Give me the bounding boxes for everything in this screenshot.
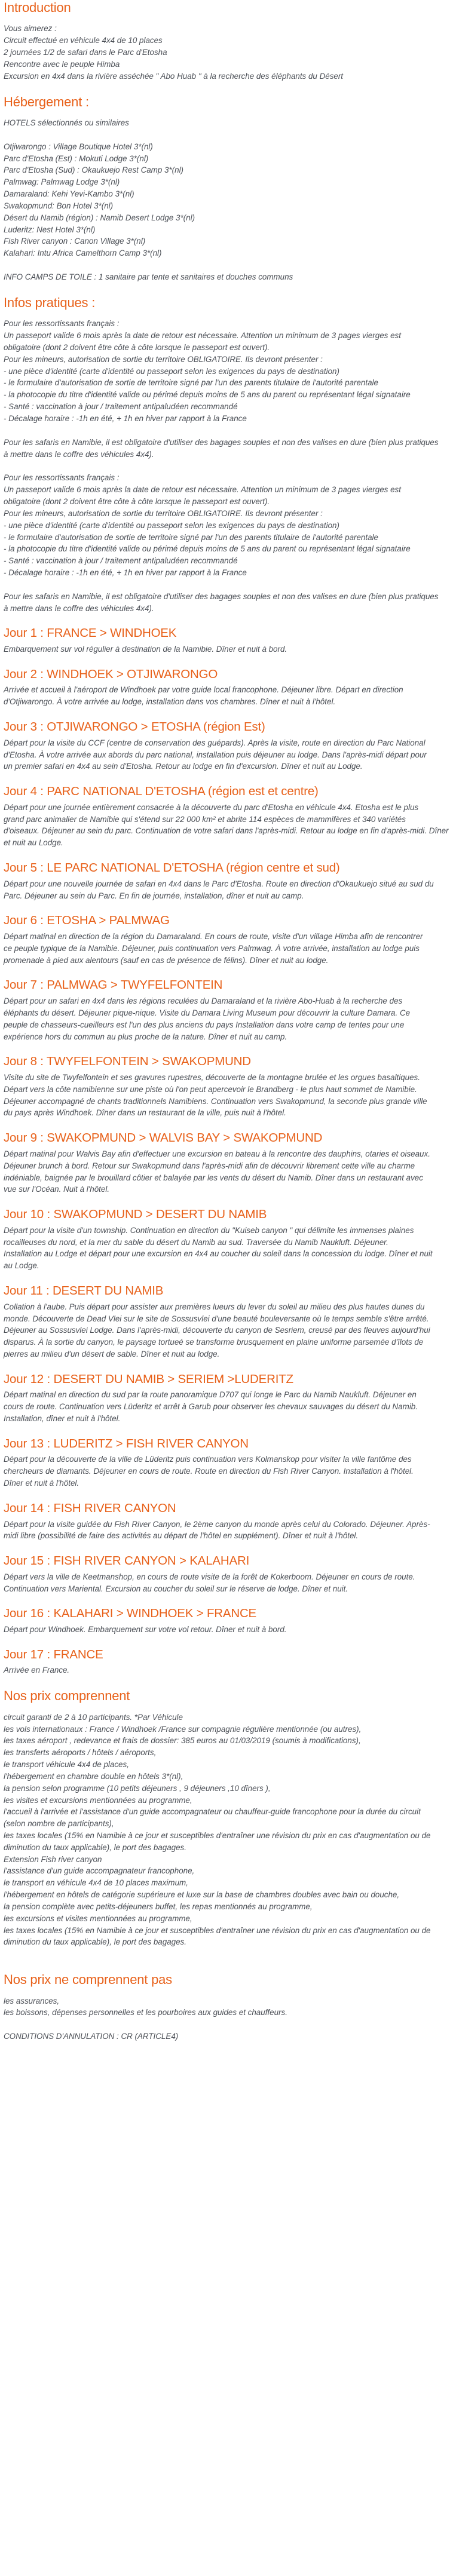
itinerary bbox=[4, 626, 449, 1688]
day-block bbox=[4, 1284, 449, 1372]
day-description-line: Départ matinal pour Walvis Bay afin d'effectuer une excursion en bateau à la rencontre des dauphins, otaries et oiseaux. bbox=[4, 1149, 430, 1158]
day-description-line: pierres au milieu d'un désert de sable. Dîner et nuit au lodge. bbox=[4, 1349, 220, 1358]
day-description-line: éléphants du désert. Déjeuner pique-nique. Visite du Damara Living Museum pour découvrir la culture Damara. Ce bbox=[4, 1008, 411, 1017]
camp-info: INFO CAMPS DE TOILE : 1 sanitaire par tente et sanitaires et douches communs bbox=[4, 272, 293, 282]
day-description-line: Départ vers la côte namibienne sur une piste où l'on peut apercevoir le Brandberg - le plus haut sommet de Namibie. bbox=[4, 1084, 417, 1094]
exclusion-item: les assurances, bbox=[4, 1996, 60, 2005]
info-line: obligatoire (dont 2 doivent être côte à côte lorsque le passeport est ouvert). bbox=[4, 342, 270, 352]
day-title: Jour 17 : FRANCE bbox=[4, 1647, 103, 1661]
day-block bbox=[4, 978, 449, 1054]
info-line: Pour les safaris en Namibie, il est obligatoire d'utiliser des bagages souples et non des valises en dure (bien plus pratiques bbox=[4, 437, 439, 447]
inclusion-item: l'hébergement en chambre double en hôtels 3*(nl), bbox=[4, 1771, 183, 1781]
day-description-line: Départ pour Windhoek. Embarquement sur votre vol retour. Dîner et nuit à bord. bbox=[4, 1625, 287, 1634]
hotel-item: Parc d'Etosha (Est) : Mokuti Lodge 3*(nl) bbox=[4, 154, 149, 163]
day-description-line: d'Otjiwarongo. À votre arrivée au lodge, installation dans vos chambres. Dîner et nuit à l'hôtel. bbox=[4, 697, 336, 707]
day-description-line: Départ pour la visite guidée du Fish River Canyon, le 2ème canyon du monde après celui du Colorado. Déjeuner. Après- bbox=[4, 1519, 430, 1529]
hotel-item: Otjiwarongo : Village Boutique Hotel 3*(nl) bbox=[4, 142, 153, 151]
day-title: Jour 6 : ETOSHA > PALMWAG bbox=[4, 913, 170, 928]
day-block bbox=[4, 1648, 449, 1688]
intro-line: 2 journées 1/2 de safari dans le Parc d'Etosha bbox=[4, 48, 167, 57]
day-description-line: monde. Découverte de Dead Vlei sur le site de Sossusvlei d'une beauté bouleversante où le temps semble s'être arrêté. bbox=[4, 1314, 429, 1323]
inclusion-item: Extension Fish river canyon bbox=[4, 1854, 102, 1864]
info-line: - une pièce d'identité (carte d'identité ou passeport selon les exigences du pays de destination) bbox=[4, 520, 339, 530]
day-description-line: Départ matinal en direction du sud par la route panoramique D707 qui longe le Parc du Namib Naukluft. Déjeuner en bbox=[4, 1390, 417, 1400]
day-block bbox=[4, 1131, 449, 1207]
day-description-line: Déjeuner accompagné de chants traditionnels Namibiens. Continuation vers Swakopmund, la seconde plus grande ville bbox=[4, 1096, 427, 1106]
day-block bbox=[4, 913, 449, 978]
info-line: - le formulaire d'autorisation de sortie de territoire signé par l'un des parents titulaire de l'autorité parentale bbox=[4, 532, 378, 542]
hotel-item: Fish River canyon : Canon Village 3*(nl) bbox=[4, 237, 146, 246]
info-line: - la photocopie du titre d'identité valide ou périmé depuis moins de 5 ans du parent ou représentant légal signataire bbox=[4, 544, 411, 554]
day-block bbox=[4, 1372, 449, 1437]
day-description-line: Parc. Déjeuner au sein du Parc. En fin de journée, installation, dîner et nuit au camp. bbox=[4, 891, 304, 900]
info-line: Un passeport valide 6 mois après la date de retour est nécessaire. Attention un minimum de 3 pages vierges est bbox=[4, 331, 401, 341]
intro-section bbox=[4, 0, 449, 82]
infos-section bbox=[4, 295, 449, 615]
hebergement-section bbox=[4, 94, 449, 283]
day-title: Jour 9 : SWAKOPMUND > WALVIS BAY > SWAKOPMUND bbox=[4, 1131, 323, 1145]
inclusion-item: le transport véhicule 4x4 de places, bbox=[4, 1760, 129, 1770]
inclusion-item: les visites et excursions mentionnées au programme, bbox=[4, 1795, 192, 1805]
day-block bbox=[4, 1501, 449, 1554]
day-description-line: disparus. À la sortie du canyon, le paysage tortueé se transforme brusquement en plaine uniforme parsemée d'îlots de bbox=[4, 1338, 424, 1347]
day-title: Jour 15 : FISH RIVER CANYON > KALAHARI bbox=[4, 1554, 250, 1568]
day-title: Jour 7 : PALMWAG > TWYFELFONTEIN bbox=[4, 978, 223, 992]
day-description-line: Dîner et nuit à l'hôtel. bbox=[4, 1479, 79, 1488]
prix-comprennent-list bbox=[4, 1712, 449, 1949]
hotel-item: Kalahari: Intu Africa Camelthorn Camp 3*(nl) bbox=[4, 249, 162, 258]
inclusion-item: les taxes aéroport , redevance et frais de dossier: 385 euros au 01/03/2019 (soumis à modifications), bbox=[4, 1736, 361, 1746]
inclusion-item: (selon nombre de participants), bbox=[4, 1819, 114, 1829]
hotel-list bbox=[4, 141, 449, 259]
day-description-line: Départ pour la découverte de la ville de Lüderitz puis continuation vers Kolmanskop pour visiter la ville fantôme des bbox=[4, 1455, 412, 1464]
exclusion-item: les boissons, dépenses personnelles et les pourboires aux guides et chauffeurs. bbox=[4, 2008, 287, 2017]
day-description-line: au Lodge. bbox=[4, 1261, 39, 1271]
info-line: Pour les ressortissants français : bbox=[4, 319, 120, 329]
info-line: à mettre dans le coffre des véhicules 4x4). bbox=[4, 603, 154, 613]
intro-line: Circuit effectué en véhicule 4x4 de 10 places bbox=[4, 36, 163, 45]
hotel-item: Désert du Namib (région) : Namib Desert Lodge 3*(nl) bbox=[4, 213, 195, 222]
day-title: Jour 4 : PARC NATIONAL D'ETOSHA (région est et centre) bbox=[4, 784, 319, 799]
infos-title: Infos pratiques : bbox=[4, 295, 96, 310]
day-description-line: grand parc animalier de Namibie qui s'étend sur 22 000 km² et abrite 114 espèces de mammifères et 340 variétés bbox=[4, 814, 406, 824]
infos-block-3 bbox=[4, 472, 449, 578]
day-title: Jour 10 : SWAKOPMUND > DESERT DU NAMIB bbox=[4, 1207, 267, 1222]
day-description-line: indéniable, baignée par le brouillard côtier et balayée par les vents du désert du Namib. Dîner dans un restaurant avec bbox=[4, 1173, 423, 1182]
day-description-line: d'Etosha. À votre arrivée aux abords du parc national, installation puis déjeuner au lodge. Dans l'après-midi départ pour bbox=[4, 750, 427, 759]
day-block bbox=[4, 784, 449, 861]
day-description-line: peuple de chasseurs-cueilleurs est l'un des plus anciens du pays Installation dans votre camp de tentes pour une bbox=[4, 1020, 405, 1029]
info-line: Pour les safaris en Namibie, il est obligatoire d'utiliser des bagages souples et non des valises en dure (bien plus pratiques bbox=[4, 591, 439, 601]
inclusion-item: l'assistance d'un guide accompagnateur francophone, bbox=[4, 1866, 195, 1876]
day-title: Jour 14 : FISH RIVER CANYON bbox=[4, 1501, 176, 1515]
info-line: obligatoire (dont 2 doivent être côte à côte lorsque le passeport est ouvert). bbox=[4, 497, 270, 507]
hotel-item: Damaraland: Kehi Yevi-Kambo 3*(nl) bbox=[4, 189, 134, 199]
inclusion-item: les taxes locales (15% en Namibie à ce jour et susceptibles d'entraîner une révision du prix en cas d'augmentation ou de bbox=[4, 1830, 431, 1840]
info-line: Pour les mineurs, autorisation de sortie du territoire OBLIGATOIRE. Ils devront présenter : bbox=[4, 508, 323, 518]
day-description-line: ce peuple typique de la Namibie. Déjeuner, puis continuation vers Palmwag. À votre arrivée, installation au lodge puis bbox=[4, 943, 420, 953]
day-description-line: rocailleuses du nord, et la mer du sable du désert du Namib au sud. Traversée du Namib Naukluft. Déjeuner. bbox=[4, 1237, 388, 1247]
info-line: - Santé : vaccination à jour / traitement antipaludéen recommandé bbox=[4, 556, 238, 566]
intro-line: Rencontre avec le peuple Himba bbox=[4, 59, 120, 69]
hotel-item: Palmwag: Palmwag Lodge 3*(nl) bbox=[4, 177, 120, 187]
day-title: Jour 13 : LUDERITZ > FISH RIVER CANYON bbox=[4, 1436, 249, 1450]
day-description-line: Départ pour un safari en 4x4 dans les régions reculées du Damaraland et la rivière Abo-Huab à la recherche des bbox=[4, 996, 403, 1006]
day-description-line: Départ vers la ville de Keetmanshop, en cours de route visite de la forêt de Kokerboom. Déjeuner en cours de route. bbox=[4, 1572, 415, 1581]
day-title: Jour 1 : FRANCE > WINDHOEK bbox=[4, 626, 177, 640]
day-description-line: Collation à l'aube. Puis départ pour assister aux premières lueurs du lever du soleil au milieu des plus hautes dunes du bbox=[4, 1302, 425, 1311]
day-block bbox=[4, 1207, 449, 1284]
inclusion-item: les excursions et visites mentionnées au programme, bbox=[4, 1913, 192, 1923]
inclusion-item: diminution du taux applicable), le port des bagages. bbox=[4, 1937, 186, 1947]
day-block bbox=[4, 1554, 449, 1606]
day-description-line: Arrivée et accueil à l'aéroport de Windhoek par votre guide local francophone. Déjeuner libre. Départ en direction bbox=[4, 685, 403, 695]
day-description-line: vue sur l'Océan. Nuit à l'hôtel. bbox=[4, 1185, 110, 1194]
inclusion-item: la pension complète avec petits-déjeuners buffet, les repas mentionnés au programme, bbox=[4, 1902, 313, 1911]
day-description-line: expérience hors du commun au plus proche de la nature. Dîner et nuit au camp. bbox=[4, 1032, 287, 1041]
inclusion-item: circuit garanti de 2 à 10 participants. *Par Véhicule bbox=[4, 1712, 183, 1722]
day-block bbox=[4, 861, 449, 913]
day-description-line: Départ pour la visite d'un township. Continuation en direction du "Kuiseb canyon " qui délimite les immenses plaines bbox=[4, 1225, 414, 1235]
day-description-line: du pays après Windhoek. Dîner dans un restaurant de la ville, puis nuit à l'hôtel. bbox=[4, 1108, 286, 1118]
day-title: Jour 5 : LE PARC NATIONAL D'ETOSHA (région centre et sud) bbox=[4, 861, 340, 875]
hotel-item: Luderitz: Nest Hotel 3*(nl) bbox=[4, 225, 96, 234]
day-title: Jour 16 : KALAHARI > WINDHOEK > FRANCE bbox=[4, 1606, 257, 1621]
hebergement-subtitle: HOTELS sélectionnés ou similaires bbox=[4, 118, 129, 127]
hebergement-title: Hébergement : bbox=[4, 94, 89, 109]
inclusion-item: diminution du taux applicable), le port des bagages. bbox=[4, 1842, 186, 1852]
info-line: - Santé : vaccination à jour / traitement antipaludéen recommandé bbox=[4, 402, 238, 412]
info-line: - Décalage horaire : -1h en été, + 1h en hiver par rapport à la France bbox=[4, 413, 247, 423]
day-description-line: Arrivée en France. bbox=[4, 1666, 70, 1675]
infos-block-4 bbox=[4, 591, 449, 615]
intro-line: Excursion en 4x4 dans la rivière asséchée " Abo Huab " à la recherche des éléphants du Désert bbox=[4, 71, 344, 81]
day-block bbox=[4, 720, 449, 784]
info-line: Pour les ressortissants français : bbox=[4, 473, 120, 483]
day-description-line: un premier safari en 4x4 au sein d'Etosha. Retour au lodge en fin d'excursion. Dîner et nuit au Lodge. bbox=[4, 762, 363, 771]
info-line: - la photocopie du titre d'identité valide ou périmé depuis moins de 5 ans du parent ou représentant légal signataire bbox=[4, 390, 411, 400]
inclusion-item: les vols internationaux : France / Windhoek /France sur compagnie régulière mentionnée (ou autres), bbox=[4, 1724, 362, 1734]
day-description-line: cours de route. Continuation vers Lüderitz et arrêt à Garub pour observer les chevaux sauvages du désert du Namib. bbox=[4, 1402, 418, 1412]
info-line: - le formulaire d'autorisation de sortie de territoire signé par l'un des parents titulaire de l'autorité parentale bbox=[4, 378, 378, 388]
day-block bbox=[4, 626, 449, 667]
inclusion-item: les transferts aéroports / hôtels / aéroports, bbox=[4, 1748, 157, 1758]
day-title: Jour 8 : TWYFELFONTEIN > SWAKOPMUND bbox=[4, 1054, 251, 1069]
day-description-line: Départ pour une nouvelle journée de safari en 4x4 dans le Parc d'Etosha. Route en direction d'Okaukuejo situé au sud du bbox=[4, 879, 434, 888]
day-description-line: Installation au Lodge et départ pour une excursion en 4x4 au coucher du soleil dans la concession du lodge. Dîner et nuit bbox=[4, 1249, 433, 1259]
day-block bbox=[4, 1054, 449, 1131]
inclusion-item: l'accueil à l'arrivée et l'assistance d'un guide accompagnateur ou chauffeur-guide francophone pour la durée du circuit bbox=[4, 1807, 421, 1817]
day-title: Jour 2 : WINDHOEK > OTJIWARONGO bbox=[4, 667, 218, 681]
day-description-line: Installation, dîner et nuit à l'hôtel. bbox=[4, 1414, 121, 1424]
info-line: - une pièce d'identité (carte d'identité ou passeport selon les exigences du pays de destination) bbox=[4, 366, 339, 376]
info-line: à mettre dans le coffre des véhicules 4x4). bbox=[4, 449, 154, 459]
day-title: Jour 3 : OTJIWARONGO > ETOSHA (région Est) bbox=[4, 720, 265, 734]
info-line: - Décalage horaire : -1h en été, + 1h en hiver par rapport à la France bbox=[4, 568, 247, 577]
prix-comprennent-section bbox=[4, 1688, 449, 1948]
prix-comprennent-title: Nos prix comprennent bbox=[4, 1688, 130, 1704]
day-description-line: Départ pour une journée entièrement consacrée à la découverte du parc d'Etosha en véhicule 4x4. Etosha est le plus bbox=[4, 802, 419, 812]
prix-ne-comprennent-title: Nos prix ne comprennent pas bbox=[4, 1972, 172, 1988]
intro-title: Introduction bbox=[4, 0, 71, 15]
day-description-line: Déjeuner au Sossusvlei Lodge. Dans l'après-midi, découverte du canyon de Sesriem, creusé par des fleuves aujourd'hui bbox=[4, 1326, 430, 1335]
inclusion-item: le transport en véhicule 4x4 de 10 places maximum, bbox=[4, 1878, 188, 1888]
day-description-line: Départ matinal en direction de la région du Damaraland. En cours de route, visite d'un village Himba afin de rencontrer bbox=[4, 931, 423, 941]
inclusion-item: la pension selon programme (10 petits déjeuners , 9 déjeuners ,10 dîners ), bbox=[4, 1783, 271, 1793]
day-title: Jour 12 : DESERT DU NAMIB > SERIEM >LUDERITZ bbox=[4, 1372, 293, 1386]
infos-block-2 bbox=[4, 437, 449, 461]
day-description-line: chercheurs de diamants. Déjeuner en cours de route. Route en direction du Fish River Canyon. Installation à l'hôtel. bbox=[4, 1467, 414, 1476]
hotel-item: Swakopmund: Bon Hotel 3*(nl) bbox=[4, 201, 114, 210]
hotel-item: Parc d'Etosha (Sud) : Okaukuejo Rest Camp 3*(nl) bbox=[4, 165, 184, 175]
day-description-line: d'oiseaux. Déjeuner au sein du parc. Continuation de votre safari dans l'après-midi. Retour au lodge en fin d'après-midi. Dîner et nuit au Lodge. bbox=[4, 826, 449, 848]
inclusion-item: les taxes locales (15% en Namibie à ce jour et susceptibles d'entraîner une révision du prix en cas d'augmentation ou de bbox=[4, 1925, 431, 1935]
infos-block-1 bbox=[4, 318, 449, 424]
day-description-line: Continuation vers Mariental. Excursion au coucher du soleil sur le réserve de lodge. Dîner et nuit. bbox=[4, 1584, 348, 1593]
day-title: Jour 11 : DESERT DU NAMIB bbox=[4, 1284, 164, 1298]
day-description-line: Embarquement sur vol régulier à destination de la Namibie. Dîner et nuit à bord. bbox=[4, 645, 287, 654]
day-description-line: Visite du site de Twyfelfontein et ses gravures rupestres, découverte de la montagne brulée et les orgues basaltiques. bbox=[4, 1072, 420, 1082]
day-description-line: Départ pour la visite du CCF (centre de conservation des guépards). Après la visite, route en direction du Parc National bbox=[4, 738, 426, 747]
intro-line: Vous aimerez : bbox=[4, 24, 57, 33]
info-line: Un passeport valide 6 mois après la date de retour est nécessaire. Attention un minimum de 3 pages vierges est bbox=[4, 485, 401, 495]
day-description-line: Déjeuner brunch à bord. Retour sur Swakopmund dans l'après-midi afin de découvrir librement cette ville au charme bbox=[4, 1161, 415, 1170]
day-block bbox=[4, 667, 449, 720]
prix-ne-comprennent-section bbox=[4, 1972, 449, 2043]
cancellation-conditions: CONDITIONS D'ANNULATION : CR (ARTICLE4) bbox=[4, 2032, 179, 2041]
inclusion-item: l'hébergement en hôtels de catégorie supérieure et luxe sur la base de chambres doubles avec bain ou douche, bbox=[4, 1890, 400, 1900]
day-block bbox=[4, 1606, 449, 1647]
day-block bbox=[4, 1437, 449, 1501]
day-description-line: promenade à pied aux alentours (sauf en cas de présence de félins). Dîner et nuit au lodge. bbox=[4, 955, 329, 965]
info-line: Pour les mineurs, autorisation de sortie du territoire OBLIGATOIRE. Ils devront présenter : bbox=[4, 354, 323, 364]
intro-lines bbox=[4, 23, 449, 82]
day-description-line: midi libre (possibilité de faire des activités au départ de l'hôtel en supplément). Dîner et nuit à l'hôtel. bbox=[4, 1531, 359, 1541]
